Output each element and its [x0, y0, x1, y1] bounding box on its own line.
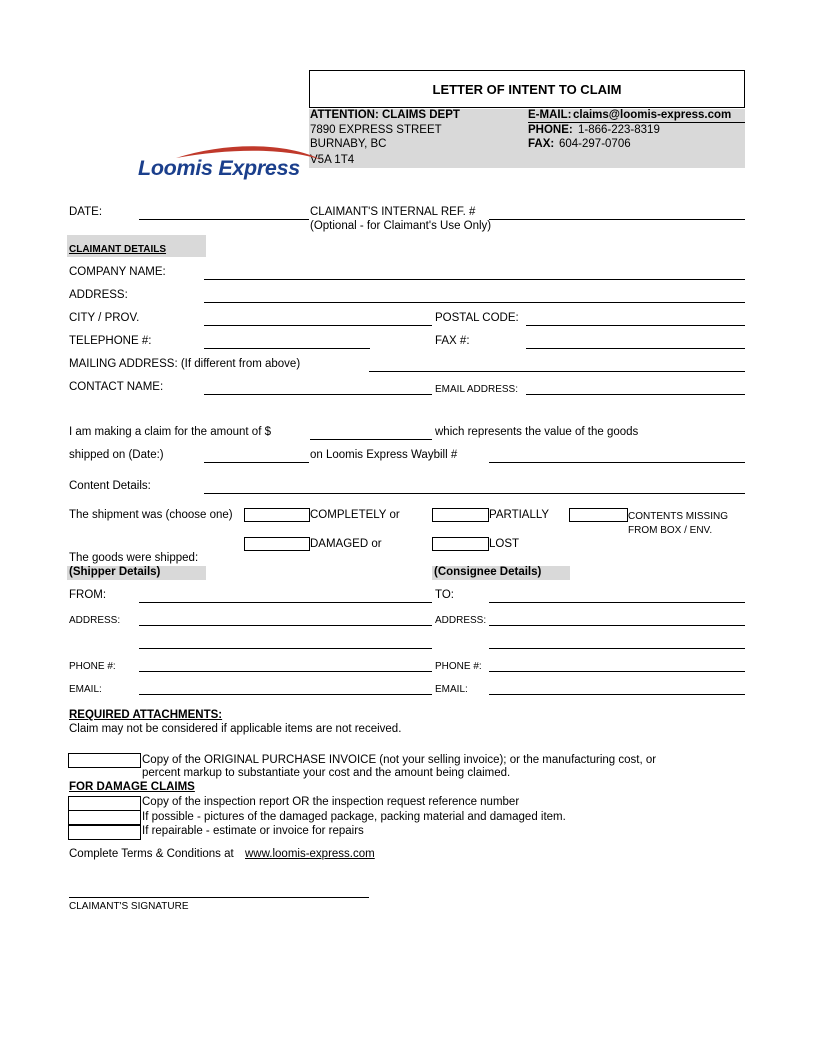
pictures-checkbox[interactable]: [68, 810, 141, 825]
claim-amount-text: I am making a claim for the amount of $: [69, 426, 271, 438]
shipper-from-field[interactable]: [139, 602, 432, 603]
loomis-express-logo: [136, 144, 326, 180]
repair-estimate-text: If repairable - estimate or invoice for repairs: [142, 825, 364, 837]
goods-shipped-label: The goods were shipped:: [69, 552, 199, 564]
shipment-was-label: The shipment was (choose one): [69, 509, 233, 521]
postal-code-field[interactable]: [526, 325, 745, 326]
consignee-address-label: ADDRESS:: [435, 615, 487, 626]
waybill-label: on Loomis Express Waybill #: [310, 449, 458, 461]
email-label: E-MAIL:: [528, 109, 572, 121]
contact-name-label: CONTACT NAME:: [69, 381, 164, 393]
address-field[interactable]: [204, 302, 745, 303]
damage-claims-heading: FOR DAMAGE CLAIMS: [69, 781, 195, 793]
form-title: LETTER OF INTENT TO CLAIM: [309, 70, 745, 108]
invoice-text-2: percent markup to substantiate your cost and the amount being claimed.: [142, 767, 511, 779]
shipper-email-label: EMAIL:: [69, 684, 102, 695]
content-details-label: Content Details:: [69, 480, 151, 492]
consignee-phone-label: PHONE #:: [435, 661, 482, 672]
city-prov-field[interactable]: [204, 325, 432, 326]
phone-label: PHONE:: [528, 124, 573, 136]
required-attachments-heading: REQUIRED ATTACHMENTS:: [69, 709, 223, 721]
shipper-details-heading: (Shipper Details): [69, 566, 161, 578]
contents-missing-label: CONTENTS MISSING: [628, 511, 729, 522]
fax-number: 604-297-0706: [559, 138, 631, 150]
date-field[interactable]: [139, 219, 309, 220]
claim-amount-field[interactable]: [310, 439, 432, 440]
shipped-on-label: shipped on (Date:): [69, 449, 164, 461]
contents-missing-label-2: FROM BOX / ENV.: [628, 525, 713, 536]
email-underline: [528, 122, 745, 123]
shipper-address-label: ADDRESS:: [69, 615, 121, 626]
telephone-field[interactable]: [204, 348, 370, 349]
postal-code-label: POSTAL CODE:: [435, 312, 519, 324]
repair-estimate-checkbox[interactable]: [68, 825, 141, 840]
phone-number: 1-866-223-8319: [578, 124, 660, 136]
shipped-date-field[interactable]: [204, 462, 309, 463]
consignee-to-field[interactable]: [489, 602, 745, 603]
pictures-text: If possible - pictures of the damaged package, packing material and damaged item.: [142, 811, 566, 823]
company-name-label: COMPANY NAME:: [69, 266, 166, 278]
consignee-details-heading: (Consignee Details): [434, 566, 542, 578]
shipper-phone-label: PHONE #:: [69, 661, 116, 672]
attention-line: ATTENTION: CLAIMS DEPT: [310, 109, 460, 121]
inspection-report-text: Copy of the inspection report OR the inspection request reference number: [142, 796, 520, 808]
contact-name-field[interactable]: [204, 394, 432, 395]
shipper-phone-field[interactable]: [139, 671, 432, 672]
consignee-address-field-2[interactable]: [489, 648, 745, 649]
email-address-label: EMAIL ADDRESS:: [435, 384, 518, 395]
inspection-report-checkbox[interactable]: [68, 796, 141, 811]
damaged-checkbox[interactable]: [244, 537, 310, 551]
signature-field[interactable]: [69, 897, 369, 898]
mailing-address-field[interactable]: [369, 371, 745, 372]
date-label: DATE:: [69, 206, 103, 218]
partially-checkbox[interactable]: [432, 508, 489, 522]
damaged-label: DAMAGED or: [310, 538, 382, 550]
fax-label: FAX:: [528, 138, 555, 150]
terms-link[interactable]: www.loomis-express.com: [245, 848, 375, 860]
lost-label: LOST: [489, 538, 520, 550]
telephone-label: TELEPHONE #:: [69, 335, 152, 347]
lost-checkbox[interactable]: [432, 537, 489, 551]
postal-address: V5A 1T4: [310, 154, 355, 166]
attachments-note: Claim may not be considered if applicable items are not received.: [69, 723, 402, 735]
fax-field[interactable]: [526, 348, 745, 349]
signature-label: CLAIMANT'S SIGNATURE: [69, 901, 189, 912]
city-address: BURNABY, BC: [310, 138, 387, 150]
internal-ref-field[interactable]: [489, 219, 745, 220]
invoice-checkbox[interactable]: [68, 753, 141, 768]
completely-label: COMPLETELY or: [310, 509, 400, 521]
claim-value-text: which represents the value of the goods: [435, 426, 639, 438]
partially-label: PARTIALLY: [489, 509, 550, 521]
internal-ref-label: CLAIMANT'S INTERNAL REF. #: [310, 206, 476, 218]
shipper-address-field[interactable]: [139, 625, 432, 626]
shipper-address-field-2[interactable]: [139, 648, 432, 649]
terms-text: Complete Terms & Conditions at: [69, 848, 234, 860]
consignee-email-label: EMAIL:: [435, 684, 468, 695]
shipper-email-field[interactable]: [139, 694, 432, 695]
consignee-email-field[interactable]: [489, 694, 745, 695]
invoice-text: Copy of the ORIGINAL PURCHASE INVOICE (not your selling invoice); or the manufacturing cost, or: [142, 754, 657, 766]
consignee-to-label: TO:: [435, 589, 454, 601]
internal-ref-note: (Optional - for Claimant's Use Only): [310, 220, 492, 232]
consignee-phone-field[interactable]: [489, 671, 745, 672]
waybill-field[interactable]: [489, 462, 745, 463]
address-label: ADDRESS:: [69, 289, 128, 301]
city-prov-label: CITY / PROV.: [69, 312, 140, 324]
fax-field-label: FAX #:: [435, 335, 470, 347]
logo-text: Loomis Express: [138, 156, 300, 180]
street-address: 7890 EXPRESS STREET: [310, 124, 442, 136]
consignee-address-field[interactable]: [489, 625, 745, 626]
mailing-address-label: MAILING ADDRESS: (If different from above): [69, 358, 301, 370]
claims-email-link[interactable]: claims@loomis-express.com: [573, 109, 732, 121]
content-details-field[interactable]: [204, 493, 745, 494]
claimant-details-heading: CLAIMANT DETAILS: [69, 244, 167, 255]
shipper-from-label: FROM:: [69, 589, 107, 601]
contents-missing-checkbox[interactable]: [569, 508, 628, 522]
company-name-field[interactable]: [204, 279, 745, 280]
completely-checkbox[interactable]: [244, 508, 310, 522]
email-address-field[interactable]: [526, 394, 745, 395]
